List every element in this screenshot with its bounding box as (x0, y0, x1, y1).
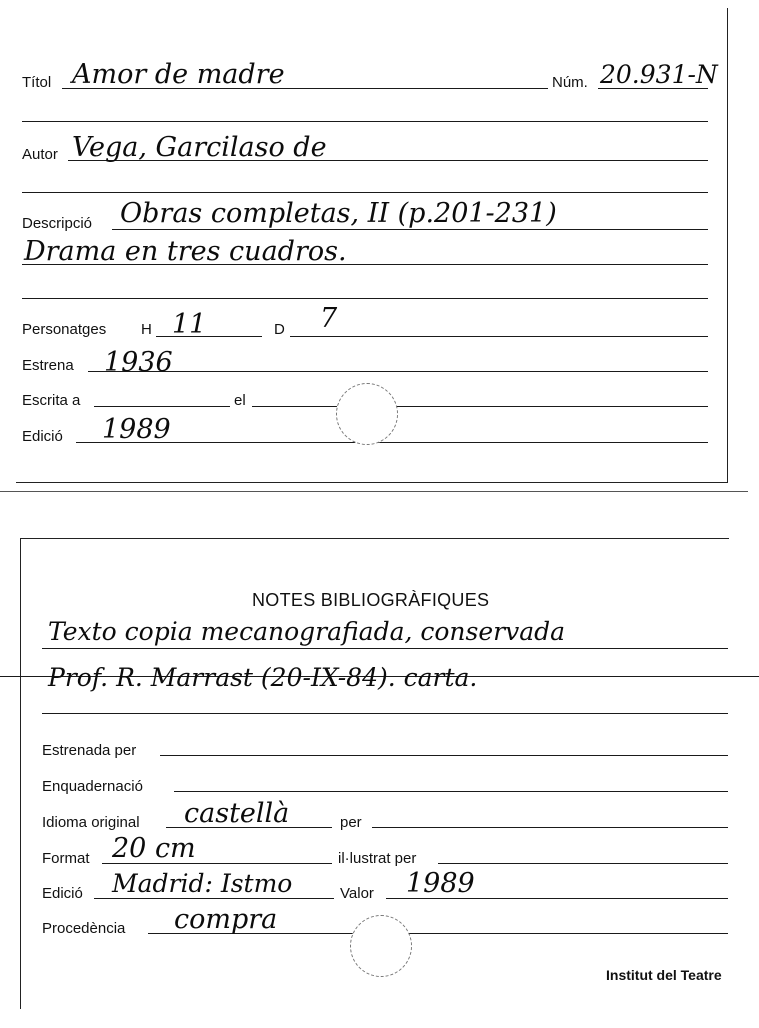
estrena-value: 1936 (104, 347, 173, 378)
edicio2-value: Madrid: Istmo (112, 869, 293, 898)
escrita-label: Escrita a (22, 392, 81, 409)
blank-line (22, 192, 708, 193)
edicio2-line (94, 898, 334, 899)
descripcio-value-2: Drama en tres cuadros. (24, 236, 347, 267)
titol-label: Títol (22, 74, 52, 91)
estrena-line (88, 371, 708, 372)
personatges-h-value: 11 (172, 309, 207, 340)
descripcio-label: Descripció (22, 215, 93, 232)
titol-value: Amor de madre (72, 59, 285, 90)
blank-line (42, 713, 728, 714)
idioma-per-label: per (340, 814, 362, 831)
estrena-label: Estrena (22, 357, 74, 374)
enquadernacio-line (174, 791, 728, 792)
idioma-label: Idioma original (42, 814, 140, 831)
notes-title: NOTES BIBLIOGRÀFIQUES (252, 590, 490, 610)
valor-value: 1989 (406, 868, 475, 899)
format-label: Format (42, 850, 90, 867)
estrenada-label: Estrenada per (42, 742, 137, 759)
illustrat-label: il·lustrat per (338, 850, 417, 867)
blank-line (22, 121, 708, 122)
format-value: 20 cm (112, 833, 196, 864)
notes-line-1 (42, 648, 728, 649)
institution-name: Institut del Teatre (606, 967, 722, 983)
enquadernacio-label: Enquadernació (42, 778, 143, 795)
edicio2-label: Edició (42, 885, 83, 902)
edicio-line (76, 442, 708, 443)
punch-hole (350, 915, 412, 977)
personatges-d-label: D (274, 321, 285, 338)
notes-text-2: Prof. R. Marrast (20-IX-84). carta. (48, 663, 478, 692)
personatges-d-line (290, 336, 708, 337)
idioma-value: castellà (184, 798, 290, 829)
punch-hole (336, 383, 398, 445)
edicio-value: 1989 (102, 414, 171, 445)
escrita-line (94, 406, 230, 407)
descripcio-value-1: Obras completas, II (p.201-231) (120, 198, 557, 229)
num-label: Núm. (552, 74, 588, 91)
estrenada-line (160, 755, 728, 756)
procedencia-label: Procedència (42, 920, 126, 937)
idioma-per-line (372, 827, 728, 828)
escrita-el-line (252, 406, 708, 407)
autor-label: Autor (22, 146, 58, 163)
cut-line (0, 491, 748, 492)
edicio-label: Edició (22, 428, 63, 445)
autor-value: Vega, Garcilaso de (72, 132, 327, 163)
notes-text-1: Texto copia mecanografiada, conservada (48, 617, 566, 646)
procedencia-value: compra (174, 904, 278, 935)
escrita-el-label: el (234, 392, 246, 409)
blank-line (22, 298, 708, 299)
personatges-d-value: 7 (320, 303, 338, 334)
num-value: 20.931-N (600, 60, 718, 89)
descripcio-line (112, 229, 708, 230)
valor-label: Valor (340, 885, 374, 902)
personatges-label: Personatges (22, 321, 107, 338)
illustrat-line (438, 863, 728, 864)
personatges-h-label: H (141, 321, 152, 338)
